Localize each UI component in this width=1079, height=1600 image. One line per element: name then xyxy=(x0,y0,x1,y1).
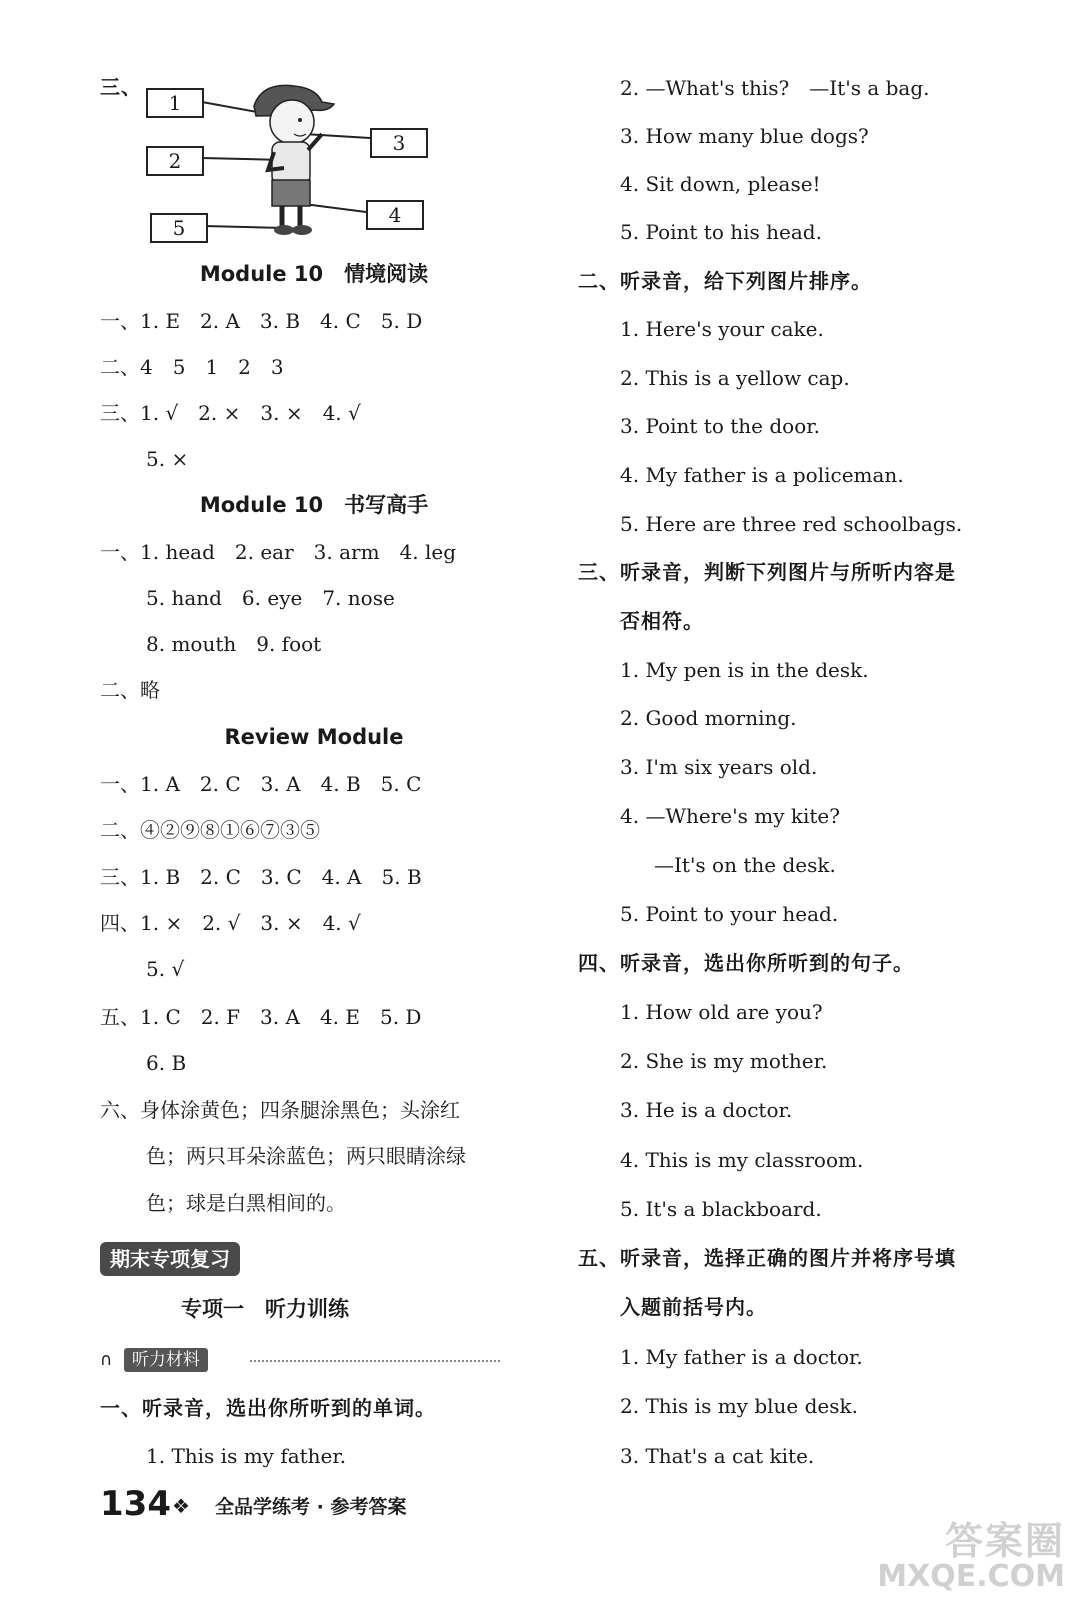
question-heading: 三、听录音，判断下列图片与所听内容是 xyxy=(578,560,956,584)
answer-line: 3. Point to the door. xyxy=(620,414,820,438)
answer-line: 6. B xyxy=(146,1051,187,1075)
answer-line: 5. √ xyxy=(146,957,185,981)
answer-line: 2. She is my mother. xyxy=(620,1049,828,1073)
answer-line: 5. It's a blackboard. xyxy=(620,1197,822,1221)
answer-line: 4. —Where's my kite? xyxy=(620,804,840,828)
answer-line: 2. Good morning. xyxy=(620,706,797,730)
answer-line: 1. My pen is in the desk. xyxy=(620,658,869,682)
answer-line: 一、1. A 2. C 3. A 4. B 5. C xyxy=(100,772,422,796)
answer-line: 2. —What's this? —It's a bag. xyxy=(620,76,930,100)
answer-line: 三、1. B 2. C 3. C 4. A 5. B xyxy=(100,865,422,889)
answer-line: 1. How old are you? xyxy=(620,1000,823,1024)
section-title: Module 10 书写高手 xyxy=(199,493,429,517)
answer-line: 二、4 5 1 2 3 xyxy=(100,355,284,379)
answer-line: 四、1. × 2. √ 3. × 4. √ xyxy=(100,911,361,935)
answer-line: —It's on the desk. xyxy=(654,853,836,877)
listening-material-tag xyxy=(100,1348,208,1374)
answer-line: 3. He is a doctor. xyxy=(620,1098,793,1122)
question-heading: 四、听录音，选出你所听到的句子。 xyxy=(578,951,914,975)
answer-line: 二、略 xyxy=(100,678,160,702)
answer-line: 3. I'm six years old. xyxy=(620,755,818,779)
answer-line: 5. × xyxy=(146,447,189,471)
answer-line: 1. This is my father. xyxy=(146,1444,347,1468)
watermark-url: MXQE.COM xyxy=(877,1559,1065,1594)
figure-label-box: 3 xyxy=(370,128,428,158)
question-heading: 否相符。 xyxy=(620,609,704,633)
question-heading: 一、听录音，选出你所听到的单词。 xyxy=(100,1396,436,1420)
question-number: 三、 xyxy=(100,75,142,99)
answer-line: 5. Point to his head. xyxy=(620,220,822,244)
tag-label: 听力材料 xyxy=(124,1348,208,1372)
answer-line: 4. Sit down, please! xyxy=(620,172,821,196)
figure-label-box: 5 xyxy=(150,213,208,243)
answer-line: 一、1. head 2. ear 3. arm 4. leg xyxy=(100,540,457,564)
answer-line: 色；两只耳朵涂蓝色；两只眼睛涂绿 xyxy=(146,1144,466,1168)
answer-line: 三、1. √ 2. × 3. × 4. √ xyxy=(100,401,361,425)
diamond-icon: ❖ xyxy=(172,1494,190,1518)
review-badge: 期末专项复习 xyxy=(100,1242,240,1276)
answer-line: 1. Here's your cake. xyxy=(620,317,824,341)
figure-label-box: 4 xyxy=(366,200,424,230)
section-title: Review Module xyxy=(224,725,404,749)
answer-line: 4. This is my classroom. xyxy=(620,1148,864,1172)
page-number: 134 xyxy=(100,1484,171,1524)
answer-line: 5. Point to your head. xyxy=(620,902,839,926)
answer-line: 2. This is my blue desk. xyxy=(620,1394,858,1418)
question-heading: 五、听录音，选择正确的图片并将序号填 xyxy=(578,1246,956,1270)
answer-line: 六、身体涂黄色；四条腿涂黑色；头涂红 xyxy=(100,1098,460,1122)
answer-line: 5. Here are three red schoolbags. xyxy=(620,512,963,536)
answer-line: 色；球是白黑相间的。 xyxy=(146,1191,346,1215)
headphone-icon: ∩ xyxy=(100,1350,113,1370)
section-title: 专项一 听力训练 xyxy=(181,1297,349,1321)
dotted-divider xyxy=(250,1360,500,1362)
section-title: Module 10 情境阅读 xyxy=(199,262,429,286)
answer-line: 3. That's a cat kite. xyxy=(620,1444,815,1468)
figure-label-box: 2 xyxy=(146,146,204,176)
question-heading: 入题前括号内。 xyxy=(620,1295,767,1319)
answer-line: 2. This is a yellow cap. xyxy=(620,366,850,390)
answer-line: 一、1. E 2. A 3. B 4. C 5. D xyxy=(100,309,423,333)
answer-line: 8. mouth 9. foot xyxy=(146,632,322,656)
watermark-text: 答案圈 xyxy=(944,1519,1065,1563)
answer-line: 3. How many blue dogs? xyxy=(620,124,869,148)
answer-line: 二、④②⑨⑧①⑥⑦③⑤ xyxy=(100,818,320,842)
watermark-logo xyxy=(877,1510,1065,1594)
answer-line: 4. My father is a policeman. xyxy=(620,463,904,487)
answer-line: 5. hand 6. eye 7. nose xyxy=(146,586,395,610)
figure-label-box: 1 xyxy=(146,88,204,118)
book-title: 全品学练考 · 参考答案 xyxy=(215,1496,407,1518)
answer-line: 1. My father is a doctor. xyxy=(620,1345,863,1369)
answer-line: 五、1. C 2. F 3. A 4. E 5. D xyxy=(100,1005,422,1029)
question-heading: 二、听录音，给下列图片排序。 xyxy=(578,269,872,293)
